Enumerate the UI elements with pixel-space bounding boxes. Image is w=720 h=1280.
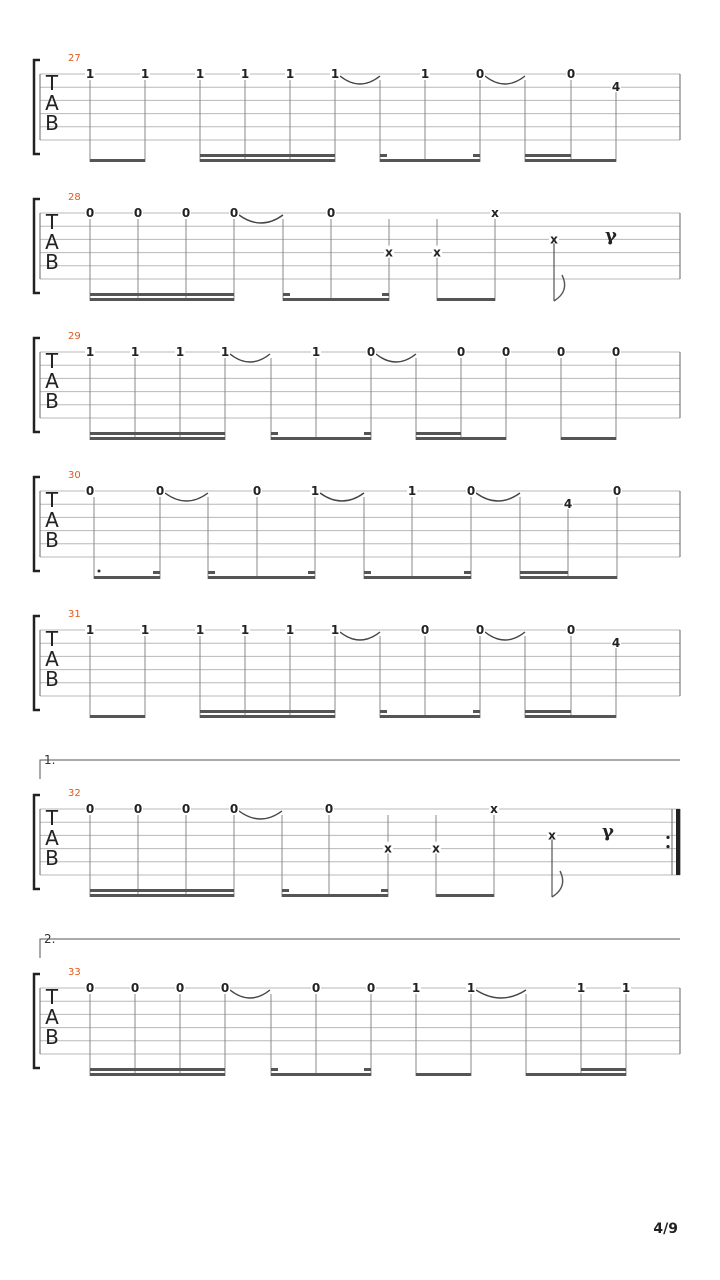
- note-beam-stub: [382, 293, 389, 296]
- fret-number: 1: [411, 981, 421, 995]
- fret-number: x: [433, 245, 441, 260]
- note-beam: [94, 576, 160, 579]
- tab-clef-letter: T: [45, 627, 59, 651]
- dot-marker: [98, 570, 101, 573]
- tab-system-27: [34, 53, 680, 162]
- note-beam-stub: [153, 571, 160, 574]
- fret-number: x: [384, 841, 392, 856]
- tab-clef-letter: B: [45, 667, 59, 691]
- tab-clef-letter: A: [45, 647, 59, 671]
- measure-number: 28: [68, 192, 81, 203]
- tab-clef-letter: T: [45, 71, 59, 95]
- volta-line: [40, 760, 680, 779]
- fret-number: 1: [140, 67, 150, 81]
- fret-number: 1: [85, 67, 95, 81]
- note-beam: [525, 715, 616, 718]
- system-bracket: [34, 60, 40, 154]
- fret-number: 4: [611, 636, 621, 651]
- tie-arc: [476, 493, 520, 501]
- note-beam: [380, 159, 480, 162]
- tab-clef-letter: T: [45, 349, 59, 373]
- note-beam: [380, 715, 480, 718]
- fret-number: 1: [175, 345, 185, 359]
- note-beam-secondary: [90, 432, 225, 435]
- fret-number: 4: [563, 497, 573, 512]
- fret-number: x: [491, 206, 499, 220]
- note-beam: [90, 894, 234, 897]
- volta-label: 2.: [44, 932, 56, 946]
- note-beam-stub: [473, 710, 480, 713]
- note-beam-stub: [308, 571, 315, 574]
- fret-number: 1: [130, 345, 140, 359]
- fret-number: 1: [407, 484, 417, 498]
- tie-arc: [376, 354, 416, 362]
- fret-number: 1: [330, 623, 340, 637]
- note-beam: [90, 437, 225, 440]
- note-beam: [282, 894, 388, 897]
- note-beam: [271, 437, 371, 440]
- note-beam-stub: [271, 1068, 278, 1071]
- fret-number: 0: [556, 345, 566, 359]
- note-beam-secondary: [200, 154, 335, 157]
- fret-number: 1: [285, 623, 295, 637]
- fret-number: 1: [310, 484, 320, 498]
- note-beam-secondary: [200, 710, 335, 713]
- note-beam-secondary: [90, 293, 234, 296]
- note-beam: [208, 576, 315, 579]
- tab-clef-letter: A: [45, 91, 59, 115]
- note-beam: [200, 159, 335, 162]
- tab-clef-letter: B: [45, 111, 59, 135]
- measure-number: 29: [68, 331, 81, 342]
- tab-system-30: [34, 470, 680, 579]
- tab-clef-letter: T: [45, 488, 59, 512]
- fret-number: 1: [240, 623, 250, 637]
- note-beam-secondary: [581, 1068, 626, 1071]
- fret-number: 1: [420, 67, 430, 81]
- fret-number: 0: [252, 484, 262, 498]
- tie-arc: [485, 76, 525, 84]
- note-beam: [90, 1073, 225, 1076]
- note-beam-secondary: [90, 1068, 225, 1071]
- repeat-dot: [666, 836, 669, 839]
- note-beam-stub: [283, 293, 290, 296]
- note-beam: [416, 437, 506, 440]
- fret-number: x: [432, 841, 440, 856]
- fret-number: 1: [220, 345, 230, 359]
- fret-number: 0: [181, 802, 191, 816]
- fret-number: 1: [311, 345, 321, 359]
- fret-number: x: [550, 232, 558, 247]
- fret-number: 0: [456, 345, 466, 359]
- note-beam-stub: [380, 710, 387, 713]
- note-beam: [561, 437, 616, 440]
- note-beam-stub: [364, 432, 371, 435]
- fret-number: 1: [195, 623, 205, 637]
- note-beam: [525, 159, 616, 162]
- fret-number: 0: [420, 623, 430, 637]
- note-beam: [520, 576, 617, 579]
- fret-number: 0: [324, 802, 334, 816]
- fret-number: 1: [85, 345, 95, 359]
- note-beam: [283, 298, 389, 301]
- note-beam: [90, 298, 234, 301]
- fret-number: 0: [155, 484, 165, 498]
- fret-number: 0: [85, 206, 95, 220]
- tab-clef-letter: A: [45, 826, 59, 850]
- note-beam-stub: [364, 571, 371, 574]
- fret-number: 0: [175, 981, 185, 995]
- fret-number: 1: [140, 623, 150, 637]
- tab-clef-letter: A: [45, 369, 59, 393]
- note-beam: [90, 715, 145, 718]
- tie-arc: [239, 811, 282, 819]
- volta-label: 1.: [44, 753, 56, 767]
- tab-clef-letter: B: [45, 389, 59, 413]
- fret-number: 1: [240, 67, 250, 81]
- tab-clef-letter: A: [45, 1005, 59, 1029]
- fret-number: 0: [326, 206, 336, 220]
- repeat-dot: [666, 845, 669, 848]
- system-bracket: [34, 199, 40, 293]
- tab-clef-letter: B: [45, 250, 59, 274]
- measure-number: 33: [68, 967, 81, 978]
- note-beam-stub: [271, 432, 278, 435]
- measure-number: 30: [68, 470, 81, 481]
- note-beam: [271, 1073, 371, 1076]
- note-beam-secondary: [90, 889, 234, 892]
- tab-clef-letter: A: [45, 230, 59, 254]
- fret-number: 1: [576, 981, 586, 995]
- fret-number: 4: [611, 80, 621, 95]
- note-beam: [364, 576, 471, 579]
- fret-number: 1: [285, 67, 295, 81]
- tie-arc: [476, 990, 526, 998]
- note-beam-stub: [364, 1068, 371, 1071]
- volta-bracket-1: [40, 753, 680, 779]
- fret-number: 0: [566, 67, 576, 81]
- system-bracket: [34, 974, 40, 1068]
- eighth-rest-icon: γ: [605, 225, 617, 246]
- tie-arc: [340, 632, 380, 640]
- fret-number: 0: [311, 981, 321, 995]
- fret-number: 0: [220, 981, 230, 995]
- fret-number: 1: [330, 67, 340, 81]
- fret-number: 0: [229, 206, 239, 220]
- system-bracket: [34, 795, 40, 889]
- fret-number: 0: [133, 802, 143, 816]
- measure-number: 27: [68, 53, 81, 64]
- tie-arc: [239, 215, 283, 223]
- tab-clef-letter: A: [45, 508, 59, 532]
- fret-number: 0: [501, 345, 511, 359]
- note-beam: [416, 1073, 471, 1076]
- note-beam: [90, 159, 145, 162]
- tie-arc: [340, 76, 380, 84]
- tab-clef-letter: B: [45, 528, 59, 552]
- tab-system-33: [34, 967, 680, 1076]
- fret-number: 1: [195, 67, 205, 81]
- tab-system-31: [34, 609, 680, 718]
- note-beam: [526, 1073, 626, 1076]
- fret-number: 0: [130, 981, 140, 995]
- fret-number: 1: [466, 981, 476, 995]
- fret-number: 0: [466, 484, 476, 498]
- fret-number: 0: [85, 981, 95, 995]
- note-beam: [437, 298, 495, 301]
- tab-clef-letter: T: [45, 806, 59, 830]
- fret-number: 0: [229, 802, 239, 816]
- note-beam: [200, 715, 335, 718]
- fret-number: 0: [366, 345, 376, 359]
- system-bracket: [34, 477, 40, 571]
- measure-number: 31: [68, 609, 81, 620]
- system-bracket: [34, 616, 40, 710]
- note-beam-stub: [473, 154, 480, 157]
- fret-number: 0: [181, 206, 191, 220]
- volta-bracket-2: [40, 932, 680, 958]
- fret-number: 0: [366, 981, 376, 995]
- tab-clef-letter: B: [45, 846, 59, 870]
- system-bracket: [34, 338, 40, 432]
- fret-number: 0: [611, 345, 621, 359]
- note-beam-stub: [208, 571, 215, 574]
- fret-number: 0: [566, 623, 576, 637]
- tab-system-32: [34, 788, 680, 897]
- repeat-end-barline: [676, 809, 680, 875]
- note-beam-secondary: [520, 571, 568, 574]
- fret-number: 1: [621, 981, 631, 995]
- fret-number: 0: [475, 67, 485, 81]
- tab-clef-letter: T: [45, 985, 59, 1009]
- note-beam-secondary: [525, 710, 571, 713]
- tie-arc: [320, 493, 364, 501]
- tie-arc: [230, 354, 270, 362]
- volta-line: [40, 939, 680, 958]
- fret-number: x: [385, 245, 393, 260]
- eighth-rest-icon: γ: [602, 821, 614, 842]
- fret-number: 0: [475, 623, 485, 637]
- measure-number: 32: [68, 788, 81, 799]
- note-beam-stub: [282, 889, 289, 892]
- note-beam-secondary: [525, 154, 571, 157]
- note-beam: [436, 894, 494, 897]
- tab-clef-letter: T: [45, 210, 59, 234]
- note-beam-stub: [464, 571, 471, 574]
- fret-number: 0: [85, 802, 95, 816]
- note-beam-stub: [380, 154, 387, 157]
- fret-number: 0: [133, 206, 143, 220]
- fret-number: x: [548, 828, 556, 843]
- page-number: 4/9: [653, 1221, 678, 1237]
- tie-arc: [165, 493, 208, 501]
- tie-arc: [230, 990, 270, 998]
- fret-number: 1: [85, 623, 95, 637]
- tie-arc: [485, 632, 525, 640]
- tab-system-29: [34, 331, 680, 440]
- fret-number: 0: [85, 484, 95, 498]
- note-beam-stub: [381, 889, 388, 892]
- tab-system-28: [34, 192, 680, 301]
- note-beam-secondary: [416, 432, 461, 435]
- fret-number: 0: [612, 484, 622, 498]
- fret-number: x: [490, 802, 498, 816]
- tab-clef-letter: B: [45, 1025, 59, 1049]
